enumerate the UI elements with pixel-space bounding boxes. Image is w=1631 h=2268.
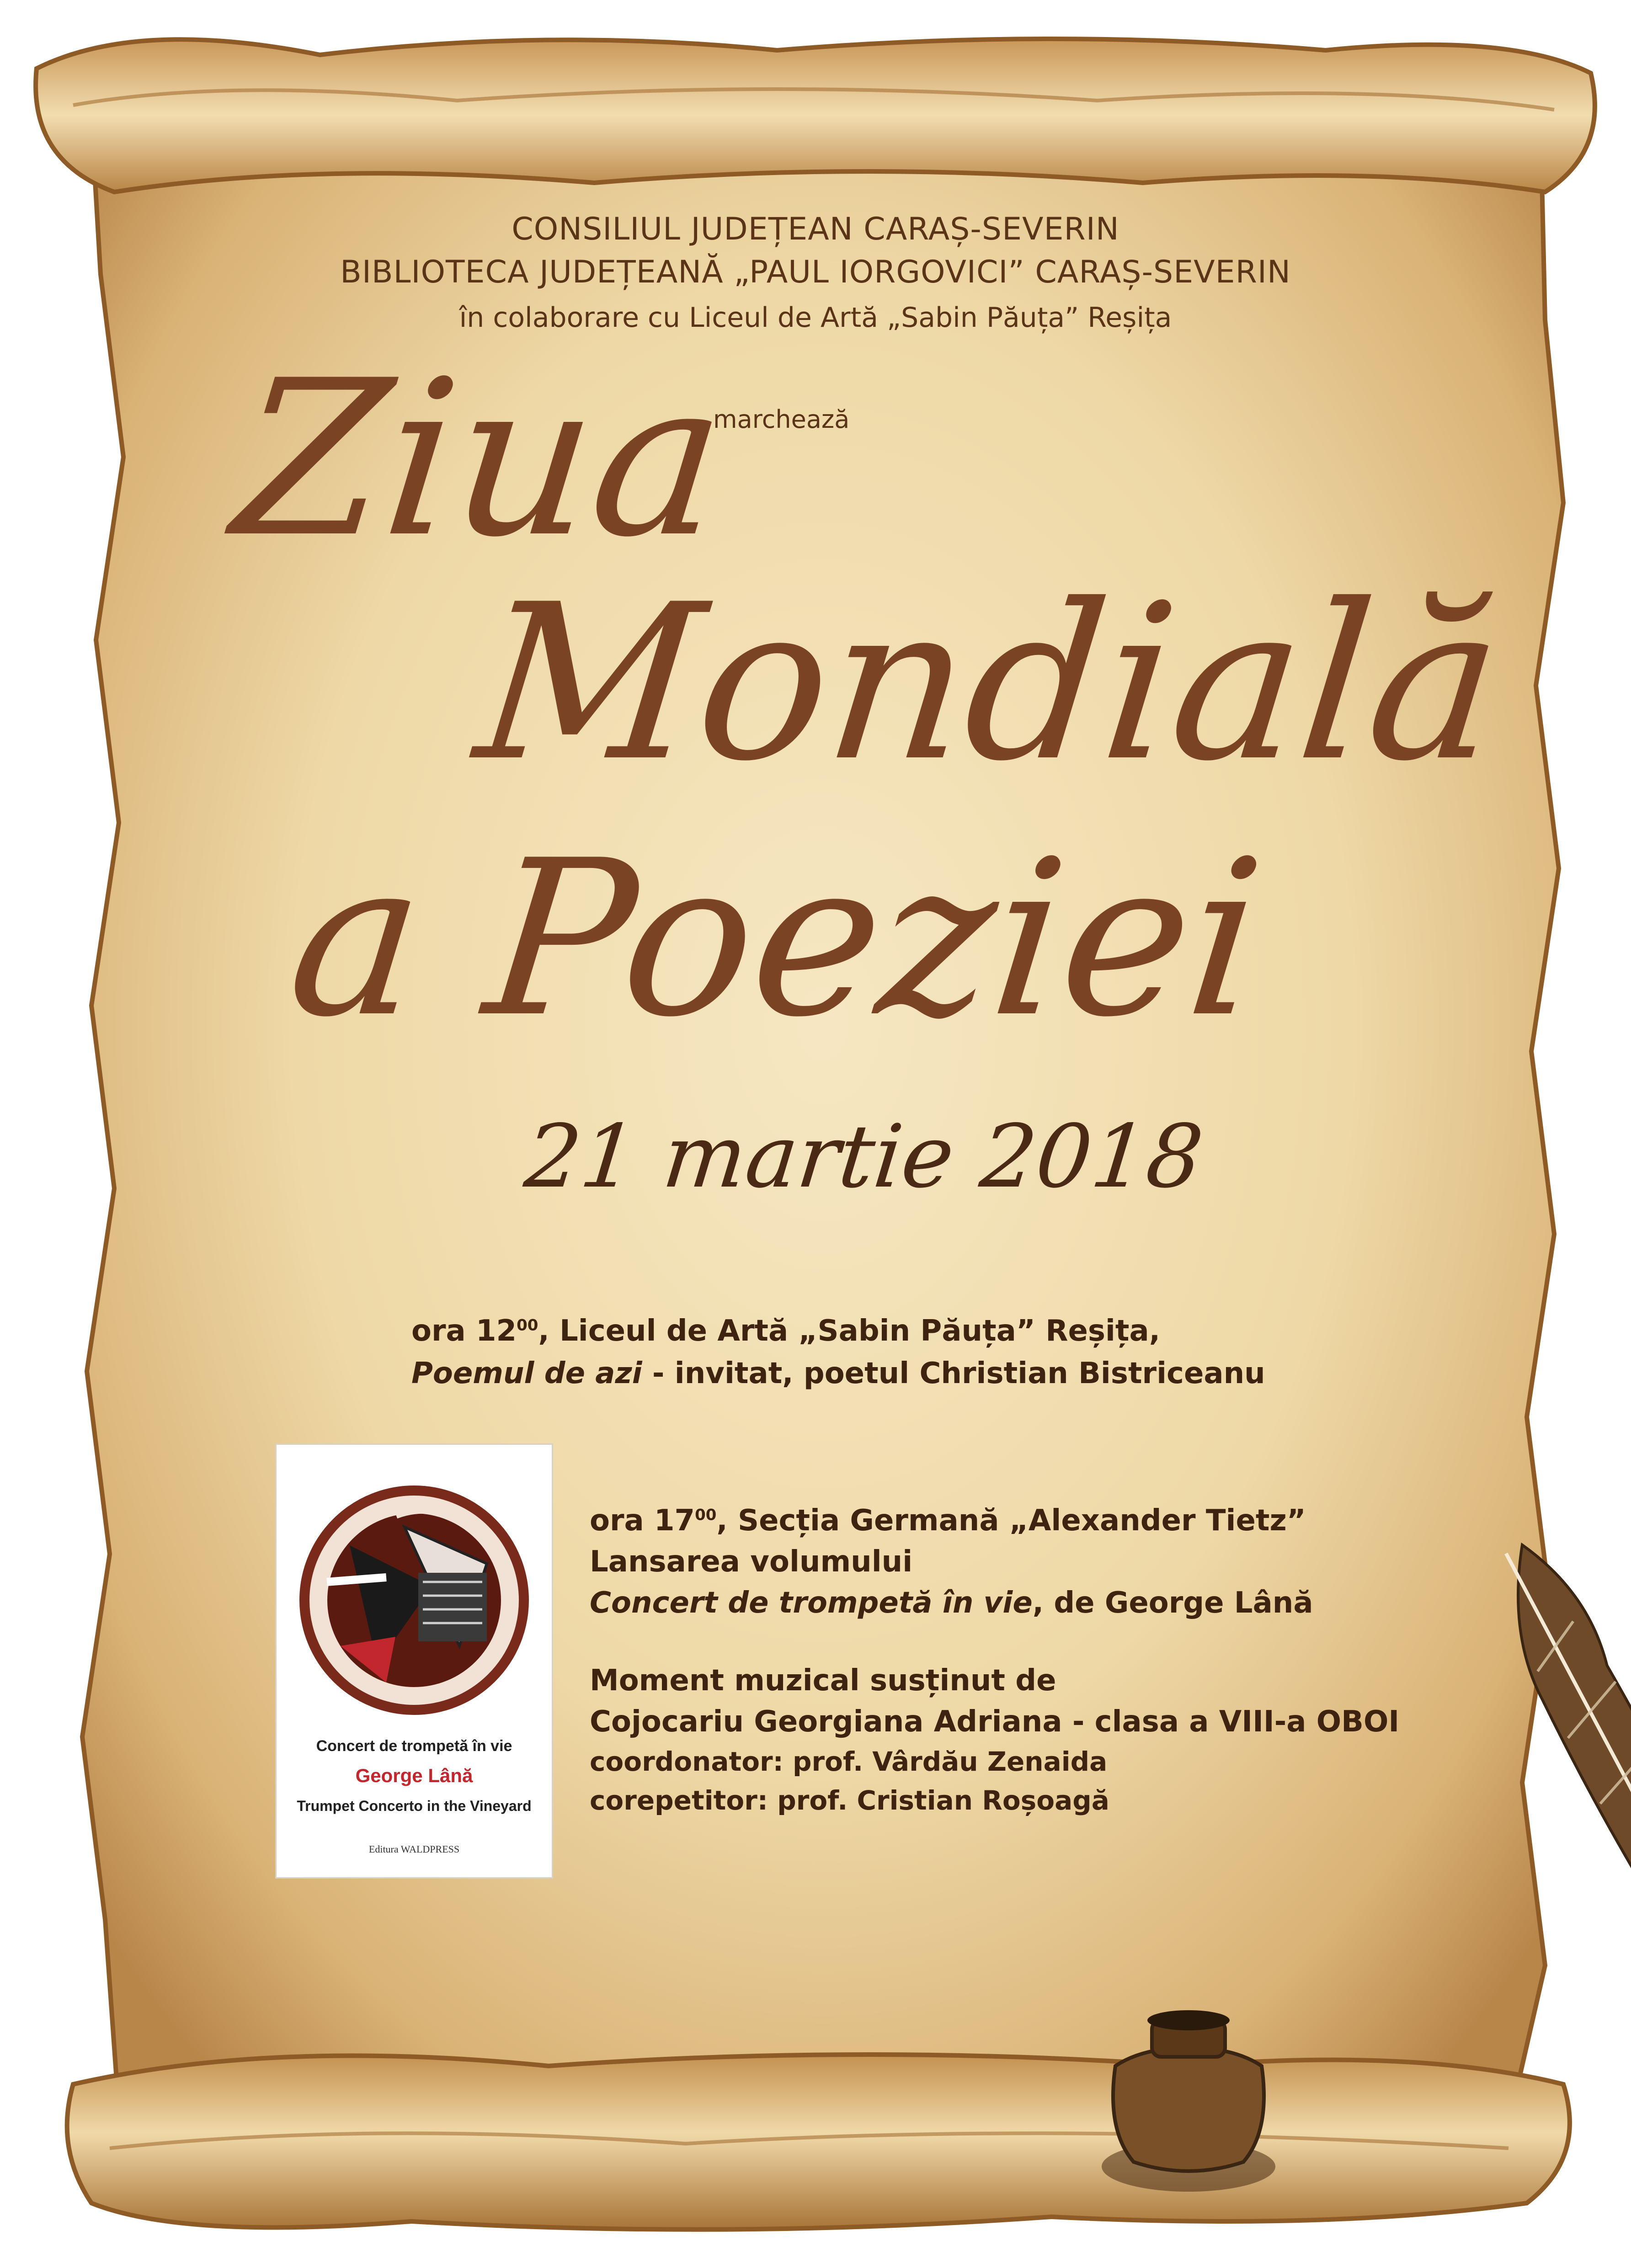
book-cover-publisher: Editura WALDPRESS: [368, 1843, 460, 1855]
marks-label: marchează: [713, 405, 850, 434]
organizer-county-council: CONSILIUL JUDEȚEAN CARAȘ-SEVERIN: [512, 211, 1119, 247]
event2-book: Concert de trompetă în vie, de George Lână: [590, 1586, 1313, 1620]
event2-accompanist: corepetitor: prof. Cristian Roșoagă: [590, 1785, 1109, 1816]
book-cover-title-en: Trumpet Concerto in the Vineyard: [297, 1798, 532, 1814]
book-cover-author: George Lână: [355, 1765, 473, 1786]
event2-music: Moment muzical susținut de: [590, 1664, 1056, 1698]
event2-launch: Lansarea volumului: [590, 1545, 913, 1579]
event1-program: Poemul de azi - invitat, poetul Christian Bistriceanu: [411, 1357, 1265, 1390]
organizer-collaboration: în colaborare cu Liceul de Artă „Sabin Păuța” Reșița: [459, 302, 1172, 334]
event1-time-place: ora $12^{00}$, Liceul de Artă „Sabin Păuța” Reșița,: [411, 1314, 1161, 1348]
book-cover-title-ro: Concert de trompetă în vie: [316, 1737, 512, 1755]
event-date: 21 martie 2018: [520, 1106, 1208, 1207]
event2-time-place: ora $17^{00}$, Secția Germană „Alexander Tietz”: [590, 1504, 1306, 1538]
scroll-top-roll: [36, 39, 1595, 192]
scroll-bottom-roll: [67, 2055, 1570, 2230]
title-line-1: Ziua: [224, 334, 736, 584]
event2-coordinator: coordonator: prof. Vârdău Zenaida: [590, 1746, 1108, 1777]
title-line-3: a Poeziei: [279, 814, 1273, 1064]
event2-performer: Cojocariu Georgiana Adriana - clasa a VIII-a OBOI: [590, 1705, 1400, 1739]
book-cover: [275, 1443, 553, 1879]
book-cover-art: [295, 1472, 533, 1728]
title-line-2: Mondială: [467, 558, 1512, 808]
organizer-county-library: BIBLIOTECA JUDEȚEANĂ „PAUL IORGOVICI” CARAȘ-SEVERIN: [340, 254, 1291, 290]
